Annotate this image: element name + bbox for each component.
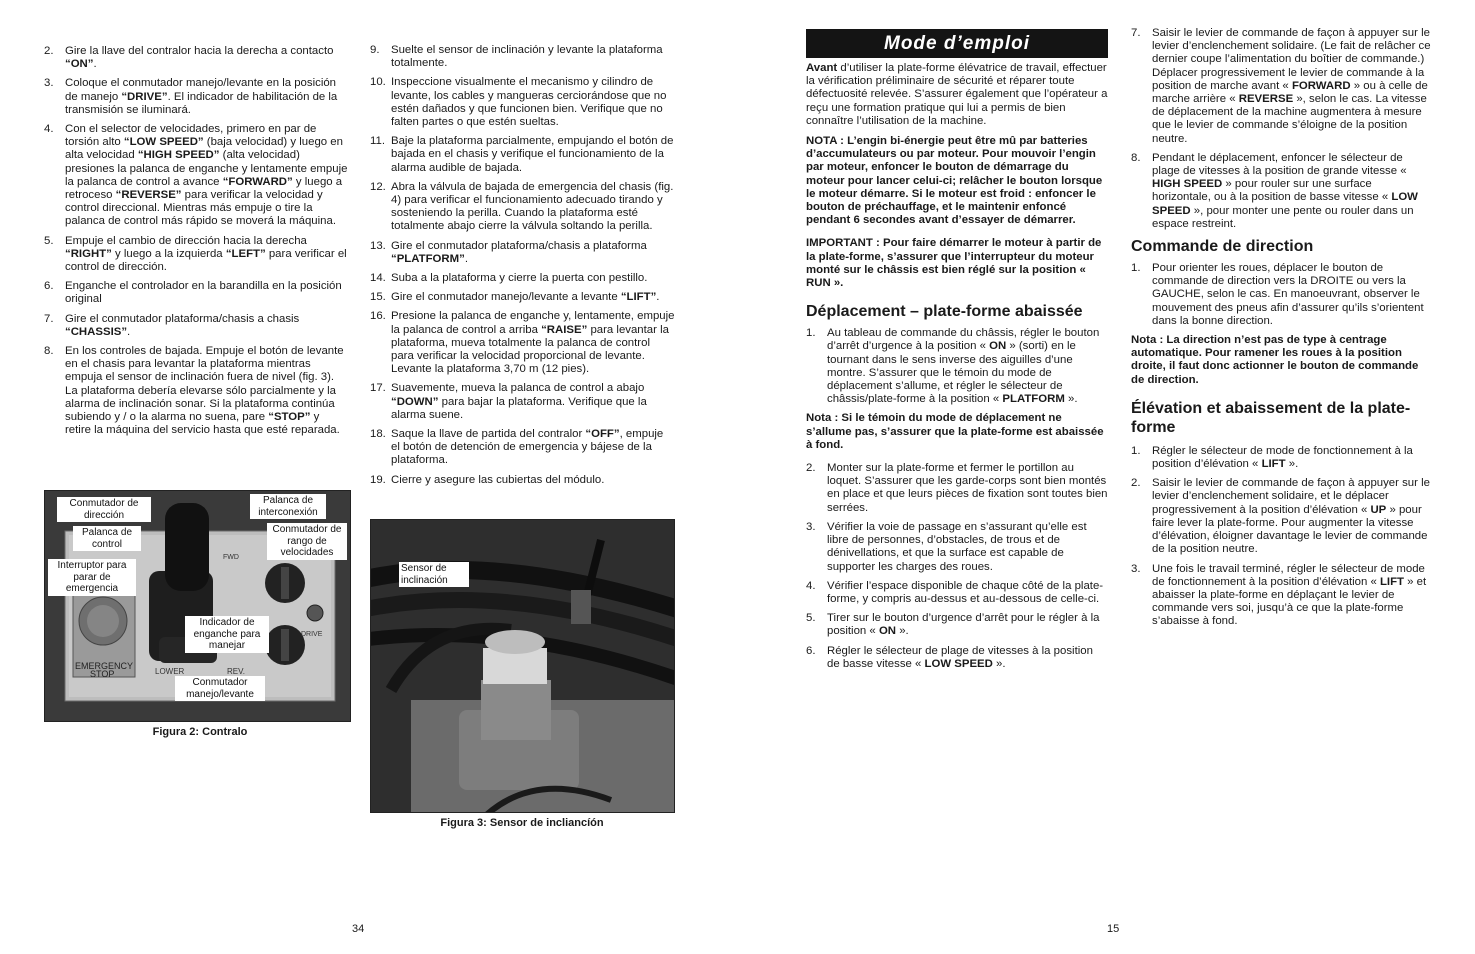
- figure-3-caption: Figura 3: Sensor de incliancíón: [440, 817, 604, 829]
- step-number: 6.: [44, 280, 54, 293]
- step-text: Vérifier la voie de passage en s’assurant qu’elle est libre de personnes, d’obstacles, de trous et de dénivellations, et que la surface est capable de supporter les charges des roues.: [827, 520, 1087, 573]
- heading-elevation: Élévation et abaissement de la plate-forme: [1131, 399, 1411, 436]
- step-item: [370, 181, 675, 234]
- section-banner-title: Mode d’emploi: [806, 29, 1108, 58]
- step-number: 3.: [806, 520, 816, 533]
- step-number: 16.: [370, 310, 386, 323]
- steps-list-elevation: [1131, 445, 1433, 629]
- label-palanca-interconexion: Palanca de interconexión: [250, 494, 326, 519]
- step-number: 19.: [370, 473, 386, 486]
- steps-list-deplacement-c: [1131, 27, 1433, 231]
- label-conmutador-direccion: Conmutador de dirección: [57, 497, 151, 522]
- step-number: 17.: [370, 382, 386, 395]
- figure-2-photo: [44, 490, 351, 722]
- step-number: 4.: [806, 579, 816, 592]
- step-number: 12.: [370, 180, 386, 193]
- step-item: [370, 240, 675, 266]
- step-number: 1.: [1131, 262, 1141, 275]
- step-number: 11.: [370, 135, 385, 148]
- step-number: 1.: [1131, 444, 1141, 457]
- step-number: 2.: [806, 462, 816, 475]
- step-text: Gire la llave del contralor hacia la derecha a contacto “ON”.: [65, 45, 334, 71]
- step-text: Régler le sélecteur de plage de vitesses à la position de basse vitesse « LOW SPEED ».: [827, 644, 1093, 670]
- left-column-2: [370, 44, 675, 493]
- step-number: 14.: [370, 272, 386, 285]
- step-text: Monter sur la plate-forme et fermer le portillon au loquet. S’assurer que les garde-corps sont bien montés en place et que leurs pièces de fixation sont toutes bien serrées.: [827, 462, 1108, 514]
- step-item: [44, 45, 348, 71]
- step-item: [806, 612, 1108, 638]
- page-number-left: 34: [352, 923, 365, 935]
- step-number: 1.: [806, 327, 816, 340]
- step-text: Saisir le levier de commande de façon à appuyer sur le levier d’enclenchement solidaire, et le déplacer progressivement à la position d’élévation « UP » pour faire lever la plate-forme. Pour augmenter la vitesse d’élévation, éloigner davantage le levier de commande de la position neutre.: [1152, 477, 1430, 556]
- heading-direction: Commande de direction: [1131, 238, 1314, 256]
- step-text: Pendant le déplacement, enfoncer le sélecteur de plage de vitesses à la position de grande vitesse « HIGH SPEED » pour rouler sur une surface horizontale, ou à la position de basse vitesse « LOW SPEED », pour monter une pente ou rouler dans un espace restreint.: [1152, 151, 1418, 230]
- page-number-right: 15: [1107, 923, 1120, 935]
- nota-paragraph-1: NOTA : L’engin bi-énergie peut être mû par batteries d’accumulateurs ou par moteur. Pour mouvoir l’engin par moteur, enfoncer le bouton de démarrage du moteur pour lancer celui-ci; relâcher le bouton lorsque le moteur démarre. Si le moteur est froid : enfoncer le bouton de préchauffage, et le maintenir enfoncé pendant 6 secondes avant d’essayer de démarrer.: [806, 135, 1103, 227]
- intro-paragraph: Avant d’utiliser la plate-forme élévatrice de travail, effectuer la vérification préliminaire de sécurité et réparer toute défectuosité relevée. S’assurer également que l’opérateur a reçu une formation pratique qui lui a permis de bien connaître l’utilisation de la machine.: [806, 62, 1108, 127]
- photo-emergency-text: EMERGENCY: [75, 661, 134, 671]
- figure-2-caption: Figura 2: Contralo: [152, 726, 248, 738]
- step-number: 5.: [806, 612, 816, 625]
- step-text: Abra la válvula de bajada de emergencia del chasis (fig. 4) para verificar el funcionamiento adecuado tirando y sosteniendo la perilla. Cuando la plataforma esté totalmente abajo cierre la válvula soltando la perilla.: [391, 180, 674, 233]
- step-text: Baje la plataforma parcialmente, empujando el botón de bajada en el chasis y verifique el funcionamiento de la alarma audible de bajada.: [391, 135, 674, 174]
- photo-fwd-text: FWD: [223, 554, 239, 561]
- step-item: [44, 313, 348, 339]
- step-item: [806, 327, 1108, 406]
- step-number: 8.: [44, 345, 54, 358]
- photo-drive-text: DRIVE: [301, 631, 323, 638]
- step-item: [1131, 262, 1433, 328]
- step-number: 7.: [44, 312, 54, 325]
- step-item: [370, 428, 675, 468]
- step-item: [44, 345, 348, 437]
- step-text: Enganche el controlador en la barandilla en la posición original: [65, 280, 342, 306]
- step-number: 10.: [370, 76, 386, 89]
- step-number: 2.: [1131, 477, 1141, 490]
- steps-list-es-2: [370, 44, 675, 487]
- label-conmutador-manejo: Conmutador manejo/levante: [175, 676, 265, 701]
- step-item: [370, 382, 675, 422]
- step-item: [370, 44, 675, 70]
- step-text: Tirer sur le bouton d’urgence d’arrêt pour le régler à la position « ON ».: [827, 612, 1100, 638]
- step-item: [1131, 563, 1433, 629]
- step-item: [370, 310, 675, 376]
- important-paragraph: IMPORTANT : Pour faire démarrer le moteur à partir de la plate-forme, s’assurer que l’interrupteur du moteur monté sur le châssis est bien réglé sur la position « RUN ».: [806, 237, 1102, 290]
- label-conmutador-rango: Conmutador de rango de velocidades: [267, 523, 347, 560]
- step-text: Une fois le travail terminé, régler le sélecteur de mode de fonctionnement à la position d’élévation « LIFT » et abaisser la plate-forme en déplaçant le levier de commande vers soi, jusqu’à ce que la plate-forme s’abaisse à fond.: [1152, 562, 1427, 628]
- step-text: Suba a la plataforma y cierre la puerta con pestillo.: [391, 272, 648, 285]
- step-item: [1131, 152, 1433, 231]
- step-text: Suelte el sensor de inclinación y levante la plataforma totalmente.: [391, 44, 663, 70]
- step-text: Empuje el cambio de dirección hacia la derecha “RIGHT” y luego a la izquierda “LEFT” para verificar el control de dirección.: [65, 234, 347, 274]
- right-column-1: [806, 62, 1108, 677]
- figure-3-photo: [370, 519, 675, 813]
- right-column-2: [1131, 27, 1433, 635]
- step-item: [806, 645, 1108, 671]
- step-number: 2.: [44, 45, 54, 57]
- step-item: [806, 521, 1108, 574]
- step-item: [806, 580, 1108, 606]
- steps-list-deplacement-b: [806, 462, 1108, 671]
- step-text: Suavemente, mueva la palanca de control a abajo “DOWN” para bajar la plataforma. Verifique que la alarma suene.: [391, 382, 647, 421]
- step-text: Régler le sélecteur de mode de fonctionnement à la position d’élévation « LIFT ».: [1152, 444, 1413, 471]
- steps-list-direction: [1131, 262, 1433, 328]
- step-item: [370, 76, 675, 129]
- step-text: Coloque el conmutador manejo/levante en la posición de manejo “DRIVE”. El indicador de habilitación de la transmisión se iluminará.: [65, 77, 338, 116]
- step-item: [806, 462, 1108, 515]
- photo-lower-text: LOWER: [155, 667, 185, 676]
- step-number: 6.: [806, 644, 816, 657]
- step-number: 18.: [370, 428, 386, 441]
- step-text: Con el selector de velocidades, primero en par de torsión alto “LOW SPEED” (baja velocidad) y luego en alta velocidad “HIGH SPEED” (alta velocidad) presiones la palanca de enganche y lentamente empuje la palanca de control a avance “FORWARD” y luego a retroceso “REVERSE” para verificar la velocidad y control direccional. Mientras más empuje o tire la palanca de control más rápido se moverá la máquina.: [65, 123, 348, 228]
- step-item: [370, 291, 675, 304]
- label-interruptor-emergencia: Interruptor para parar de emergencia: [48, 559, 136, 596]
- heading-deplacement: Déplacement – plate-forme abaissée: [806, 303, 1083, 321]
- step-text: Inspeccione visualmente el mecanismo y cilindro de levante, los cables y mangueras cerciorándose que no estén dañados y que funcionen bien. Verifique que no falten partes o que estén sueltas.: [391, 76, 667, 129]
- step-text: Saque la llave de partida del contralor “OFF”, empuje el botón de detención de emergencia y bájese de la plataforma.: [391, 428, 664, 467]
- step-item: [370, 272, 675, 285]
- label-palanca-control: Palanca de control: [73, 526, 141, 551]
- step-number: 3.: [1131, 562, 1141, 575]
- step-item: [370, 474, 675, 487]
- label-indicador-enganche: Indicador de enganche para manejar: [185, 616, 269, 653]
- step-number: 13.: [370, 239, 386, 252]
- step-text: Presione la palanca de enganche y, lentamente, empuje la palanca de control a arriba “RAISE” para levantar la plataforma, mueva totalmente la palanca de control para verificar la velocidad proporcional de levante. Levante la plataforma 3,70 m (12 pies).: [391, 310, 675, 376]
- step-text: Pour orienter les roues, déplacer le bouton de commande de direction vers la DROITE ou vers la GAUCHE, selon le cas. En manoeuvrant, observer le mouvement des pneus afin d’assurer qu’ils s’orientent dans la bonne direction.: [1152, 262, 1424, 327]
- left-column-1: [44, 45, 348, 443]
- step-text: Au tableau de commande du châssis, régler le bouton d’arrêt d’urgence à la position « ON » (sorti) en le tournant dans le sens inverse des aiguilles d’une montre. S’assurer que le témoin du mode de déplacement s’allume, et régler le sélecteur de châssis/plate-forme à la position « PLATFORM ».: [827, 327, 1100, 406]
- step-item: [44, 280, 348, 306]
- steps-list-es-1: [44, 45, 348, 437]
- step-number: 7.: [1131, 27, 1141, 39]
- steps-list-deplacement-a: [806, 327, 1108, 406]
- step-item: [1131, 445, 1433, 471]
- step-item: [44, 235, 348, 275]
- step-item: [370, 135, 675, 175]
- step-text: Cierre y asegure las cubiertas del módulo.: [391, 473, 605, 486]
- step-item: [1131, 27, 1433, 146]
- step-text: Gire el conmutador plataforma/chasis a plataforma “PLATFORM”.: [391, 239, 647, 265]
- nota-paragraph-3: Nota : La direction n’est pas de type à centrage automatique. Pour ramener les roues à la position droite, il faut donc actionner le bouton de commande de direction.: [1131, 334, 1419, 386]
- step-number: 3.: [44, 77, 54, 90]
- step-text: Saisir le levier de commande de façon à appuyer sur le levier d’enclenchement solidaire. (Le fait de relâcher ce dernier coupe l’alimentation du boîtier de commande.) Déplacer progressivement le levier de commande à la position de marche avant « FORWARD » ou à celle de marche arrière « REVERSE », selon le cas. La vitesse de déplacement de la machine augmentera à mesure que le levier de commande s’éloigne de la position neutre.: [1152, 27, 1431, 145]
- step-item: [1131, 477, 1433, 556]
- photo-stop-text: STOP: [90, 669, 115, 679]
- label-sensor-inclinacion: Sensor de inclinación: [399, 562, 469, 587]
- step-text: Gire el conmutador plataforma/chasis a chasis “CHASSIS”.: [65, 312, 300, 338]
- step-number: 9.: [370, 44, 380, 56]
- step-number: 15.: [370, 291, 386, 304]
- step-item: [44, 123, 348, 229]
- step-text: En los controles de bajada. Empuje el botón de levante en el chasis para levantar la plataforma mientras empuja el sensor de inclinación fuera de nivel (fig. 3). La plataforma debería elevarse sólo parcialmente y la alarma de inclinación sonar. Si la plataforma continúa subiendo y / o la alarma no suena, pare “STOP” y retire la máquina del servicio hasta que esté reparada.: [65, 345, 344, 437]
- step-text: Vérifier l’espace disponible de chaque côté de la plate-forme, y compris au-dessus et au-dessous de celle-ci.: [827, 579, 1104, 605]
- step-number: 4.: [44, 123, 54, 136]
- photo-rev-text: REV.: [227, 667, 245, 676]
- step-item: [44, 77, 348, 117]
- nota-paragraph-2: Nota : Si le témoin du mode de déplacement ne s’allume pas, s’assurer que la plate-forme est abaissée à fond.: [806, 412, 1104, 451]
- step-number: 5.: [44, 234, 54, 247]
- step-text: Gire el conmutador manejo/levante a levante “LIFT”.: [391, 291, 660, 304]
- step-number: 8.: [1131, 151, 1141, 164]
